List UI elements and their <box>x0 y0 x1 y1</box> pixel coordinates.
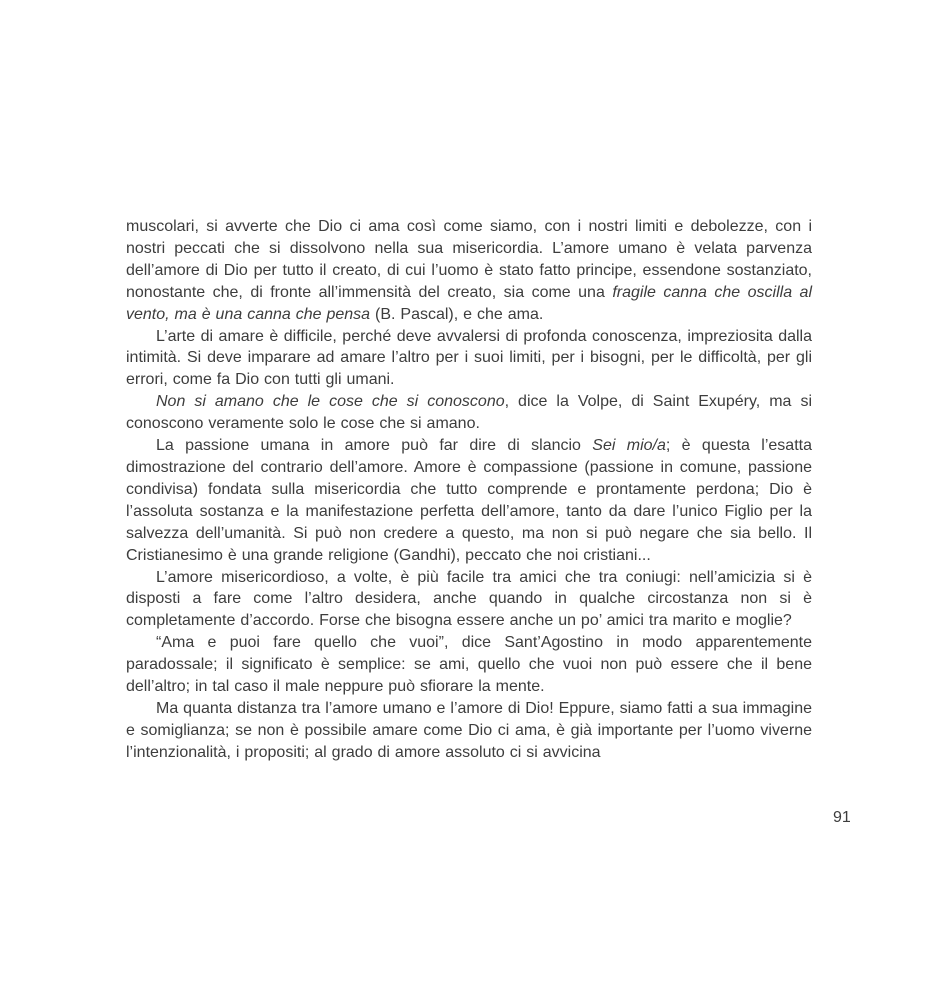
text-run: “Ama e puoi fare quello che vuoi”, dice Sant’Agostino in modo apparentemente paradossale; il significato è semplice: se ami, quello che vuoi non può essere che il bene dell’altro; in tal caso il male neppure può sfiorare la mente. <box>126 634 812 696</box>
paragraph <box>126 326 812 392</box>
paragraph <box>126 435 812 566</box>
italic-text-run: fragile canna che oscilla al vento, ma è una canna che pensa <box>126 283 812 323</box>
page-number: 91 <box>833 809 851 826</box>
paragraph <box>126 391 812 435</box>
paragraph <box>126 698 812 764</box>
italic-text-run: Sei mio/a <box>592 437 666 455</box>
paragraph <box>126 567 812 633</box>
text-run: La passione umana in amore può far dire di slancio <box>156 437 593 455</box>
paragraph <box>126 216 812 326</box>
paragraph <box>126 632 812 698</box>
text-block <box>126 216 812 764</box>
text-run: (B. Pascal), e che ama. <box>370 305 544 323</box>
text-run: muscolari, si avverte che Dio ci ama così come siamo, con i nostri limiti e debolezze, con i nostri peccati che si dissolvono nella sua misericordia. L’amore umano è velata parvenza dell’amore di Dio per tutto il creato, di cui l’uomo è stato fatto principe, essendone sostanziato, nonostante che, di fronte all’immensità del creato, sia come una <box>126 218 812 301</box>
italic-text-run: Non si amano che le cose che si conoscono <box>156 393 505 411</box>
text-run: L’arte di amare è difficile, perché deve avvalersi di profonda conoscenza, impreziosita dalla intimità. Si deve imparare ad amare l’altro per i suoi limiti, per i bisogni, per le difficoltà, per gli errori, come fa Dio con tutti gli umani. <box>126 327 812 389</box>
text-run: L’amore misericordioso, a volte, è più facile tra amici che tra coniugi: nell’amicizia si è disposti a fare come l’altro desidera, anche quando in qualche circostanza non si è completamente d’accordo. Forse che bisogna essere anche un po’ amici tra marito e moglie? <box>126 568 812 630</box>
text-run: , dice la Volpe, di Saint Exupéry, ma si conoscono veramente solo le cose che si amano. <box>126 393 812 433</box>
text-run: Ma quanta distanza tra l’amore umano e l’amore di Dio! Eppure, siamo fatti a sua immagine e somiglianza; se non è possibile amare come Dio ci ama, è già importante per l’uomo viverne l’intenzionalità, i propositi; al grado di amore assoluto ci si avvicina <box>126 699 812 761</box>
text-run: ; è questa l’esatta dimostrazione del contrario dell’amore. Amore è compassione (passione in comune, passione condivisa) fondata sulla misericordia che tutto comprende e prontamente perdona; Dio è l’assoluta sostanza e la manifestazione perfetta dell’amore, tanto da dare l’unico Figlio per la salvezza dell’umanità. Si può non credere a questo, ma non si può negare che sia bello. Il Cristianesimo è una grande religione (Gandhi), peccato che noi cristiani... <box>126 437 812 564</box>
